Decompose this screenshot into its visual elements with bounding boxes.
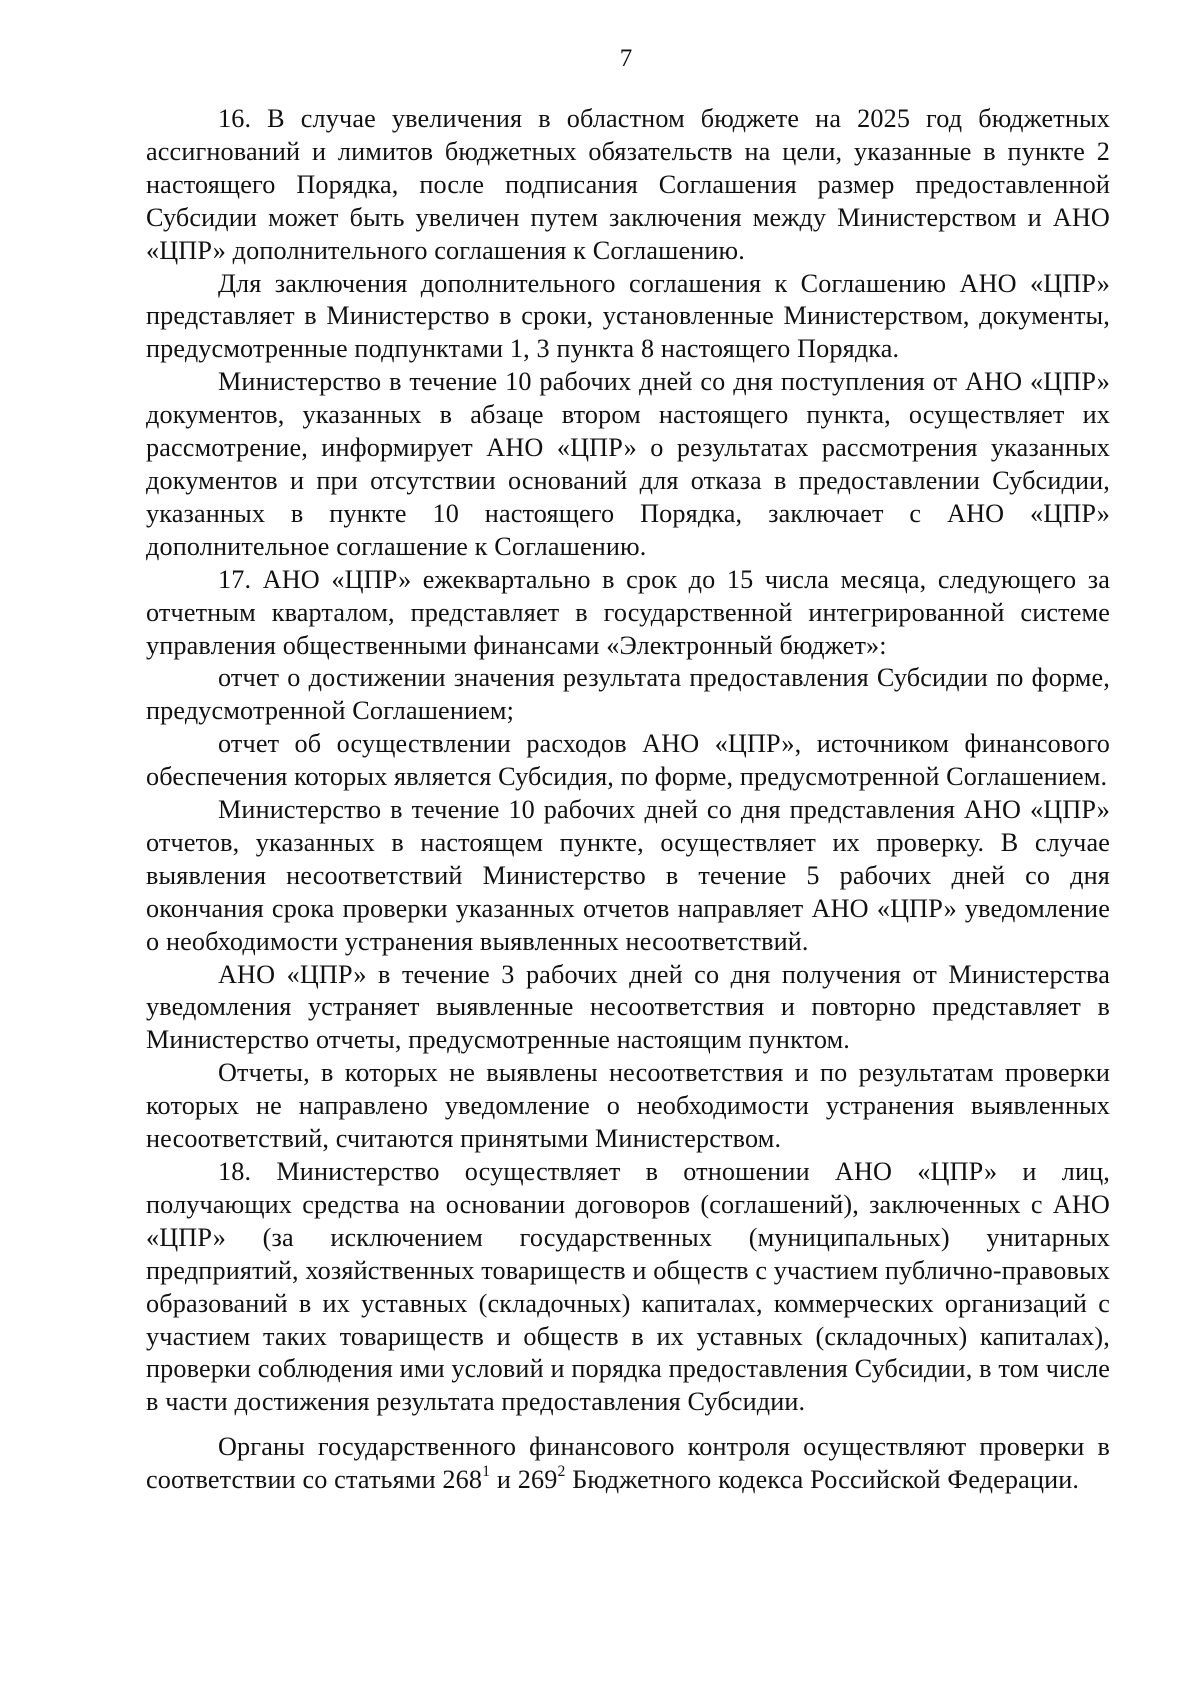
paragraph: Министерство в течение 10 рабочих дней со дня представления АНО «ЦПР» отчетов, указанных в настоящем пункте, осуществляет их проверку. В случае выявления несоответствий Министерство в течение 5 рабочих дней со дня окончания срока проверки указанных отчетов направляет АНО «ЦПР» уведомление о необходимости устранения выявленных несоответствий. xyxy=(146,795,1110,956)
paragraph: отчет об осуществлении расходов АНО «ЦПР», источником финансового обеспечения которых является Субсидия, по форме, предусмотренной Соглашением. xyxy=(146,729,1110,792)
paragraph: Отчеты, в которых не выявлены несоответствия и по результатам проверки которых не направлено уведомление о необходимости устранения выявленных несоответствий, считаются принятыми Министерством. xyxy=(146,1058,1110,1154)
page-number: 7 xyxy=(619,45,633,72)
final-text-part-1: Органы государственного финансового контроля осуществляют проверки в соответствии со статьями 268 xyxy=(146,1432,1110,1495)
paragraph-17: 17. АНО «ЦПР» ежеквартально в срок до 15 числа месяца, следующего за отчетным кварталом, представляет в государственной интегрированной системе управления общественными финансами «Электронный бюджет»: xyxy=(146,564,1110,660)
paragraph: Для заключения дополнительного соглашения к Соглашению АНО «ЦПР» представляет в Министерство в сроки, установленные Министерством, документы, предусмотренные подпунктами 1, 3 пункта 8 настоящего Порядка. xyxy=(146,268,1110,364)
paragraph: отчет о достижении значения результата предоставления Субсидии по форме, предусмотренной Соглашением; xyxy=(146,663,1110,726)
footnote-marker-1: 1 xyxy=(482,1463,491,1481)
final-text-part-2: и 269 xyxy=(490,1465,558,1495)
document-body xyxy=(146,103,1110,1497)
paragraph: Министерство в течение 10 рабочих дней со дня поступления от АНО «ЦПР» документов, указанных в абзаце втором настоящего пункта, осуществляет их рассмотрение, информирует АНО «ЦПР» о результатах рассмотрения указанных документов и при отсутствии оснований для отказа в предоставлении Субсидии, указанных в пункте 10 настоящего Порядка, заключает с АНО «ЦПР» дополнительное соглашение к Соглашению. xyxy=(146,367,1110,561)
paragraph-16: 16. В случае увеличения в областном бюджете на 2025 год бюджетных ассигнований и лимитов бюджетных обязательств на цели, указанные в пункте 2 настоящего Порядка, после подписания Соглашения размер предоставленной Субсидии может быть увеличен путем заключения между Министерством и АНО «ЦПР» дополнительного соглашения к Соглашению. xyxy=(146,104,1110,265)
paragraph-final xyxy=(146,1431,1110,1497)
final-text-part-3: Бюджетного кодекса Российской Федерации. xyxy=(565,1465,1080,1495)
paragraph-18: 18. Министерство осуществляет в отношении АНО «ЦПР» и лиц, получающих средства на основании договоров (соглашений), заключенных с АНО «ЦПР» (за исключением государственных (муниципальных) унитарных предприятий, хозяйственных товариществ и обществ с участием публично-правовых образований в их уставных (складочных) капиталах, коммерческих организаций с участием таких товариществ и обществ в их уставных (складочных) капиталах), проверки соблюдения ими условий и порядка предоставления Субсидии, в том числе в части достижения результата предоставления Субсидии. xyxy=(146,1157,1110,1417)
paragraph: АНО «ЦПР» в течение 3 рабочих дней со дня получения от Министерства уведомления устраняет выявленные несоответствия и повторно представляет в Министерство отчеты, предусмотренные настоящим пунктом. xyxy=(146,959,1110,1055)
footnote-marker-2: 2 xyxy=(557,1463,566,1481)
